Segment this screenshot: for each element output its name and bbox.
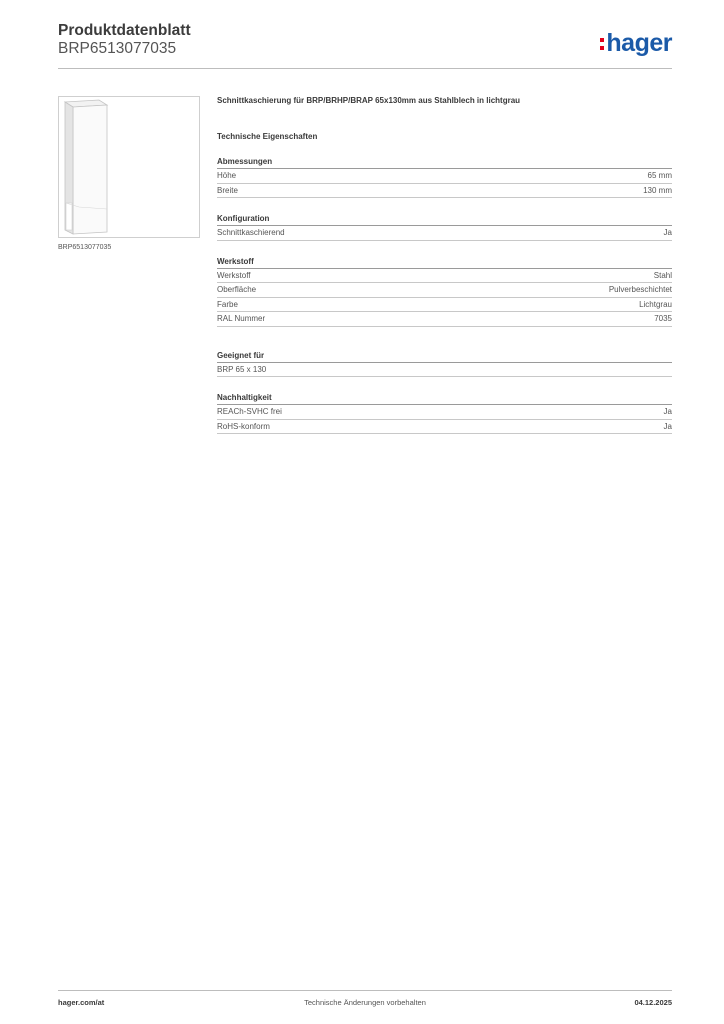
row-label: Breite: [217, 185, 238, 195]
group-geeignet-fuer: [217, 351, 672, 378]
product-details: [217, 96, 672, 434]
row-value: 7035: [654, 314, 672, 323]
technical-properties-heading: Technische Eigenschaften: [217, 132, 318, 141]
row-label: RAL Nummer: [217, 314, 266, 323]
table-row: [217, 169, 672, 184]
row-value: 130 mm: [643, 185, 672, 195]
row-label: Schnittkaschierend: [217, 228, 285, 237]
group-title: Nachhaltigkeit: [217, 393, 672, 405]
group-title: Werkstoff: [217, 257, 672, 269]
row-value: Ja: [663, 421, 672, 431]
table-row: [217, 312, 672, 327]
header-divider: [58, 68, 672, 69]
row-label: Oberfläche: [217, 285, 257, 294]
row-value: Stahl: [653, 270, 672, 280]
group-title: Konfiguration: [217, 214, 672, 226]
row-value: 65 mm: [647, 171, 672, 180]
group-title: Geeignet für: [217, 351, 672, 363]
row-value: Pulverbeschichtet: [608, 285, 672, 294]
footer-website-link[interactable]: hager.com/at: [58, 998, 105, 1007]
product-code: BRP6513077035: [58, 40, 177, 57]
row-label: REACh-SVHC frei: [217, 407, 282, 416]
row-value: Ja: [663, 228, 672, 237]
footer-divider: [58, 990, 672, 991]
row-label: BRP 65 x 130: [217, 364, 267, 374]
row-value: Lichtgrau: [639, 299, 672, 309]
row-label: RoHS-konform: [217, 421, 270, 431]
row-value: Ja: [663, 407, 672, 416]
group-abmessungen: [217, 157, 672, 198]
footer-date: 04.12.2025: [634, 998, 672, 1007]
table-row: [217, 226, 672, 241]
hager-logo: [600, 30, 672, 56]
row-label: Farbe: [217, 299, 238, 309]
table-row: [217, 363, 672, 378]
table-row: [217, 184, 672, 199]
table-row: [217, 405, 672, 420]
table-row: [217, 283, 672, 298]
logo-dots-icon: [600, 38, 605, 54]
group-title: Abmessungen: [217, 157, 672, 169]
group-werkstoff: [217, 257, 672, 327]
product-description: Schnittkaschierung für BRP/BRHP/BRAP 65x130mm aus Stahlblech in lichtgrau: [217, 96, 521, 105]
table-row: [217, 420, 672, 435]
footer-notice: Technische Änderungen vorbehalten: [304, 998, 426, 1007]
group-konfiguration: [217, 214, 672, 241]
document-header: [58, 22, 672, 58]
group-nachhaltigkeit: [217, 393, 672, 434]
cover-profile-icon: [59, 97, 199, 237]
logo-text: hager: [606, 29, 672, 57]
row-label: Höhe: [217, 171, 237, 180]
table-row: [217, 298, 672, 313]
image-caption: BRP6513077035: [58, 244, 112, 251]
row-label: Werkstoff: [217, 270, 251, 280]
table-row: [217, 269, 672, 284]
product-image: [58, 96, 200, 238]
document-title: Produktdatenblatt: [58, 22, 191, 39]
